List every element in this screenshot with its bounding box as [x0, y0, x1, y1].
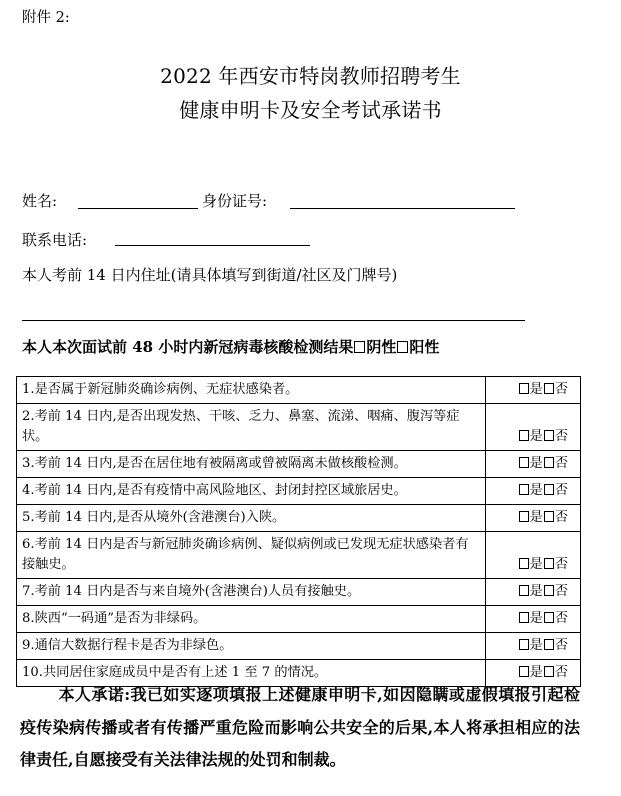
question-text: 3.考前 14 日内,是否在居住地有被隔离或曾被隔离未做核酸检测。 — [17, 451, 486, 478]
question-row — [17, 606, 581, 633]
no-checkbox[interactable] — [544, 666, 554, 677]
name-label: 姓名: — [22, 192, 58, 210]
yes-checkbox[interactable] — [519, 666, 529, 677]
question-row — [17, 532, 581, 579]
no-checkbox[interactable] — [544, 430, 554, 441]
no-checkbox[interactable] — [544, 558, 554, 569]
no-checkbox[interactable] — [544, 484, 554, 495]
no-label: 否 — [554, 456, 568, 471]
question-row — [17, 633, 581, 660]
no-checkbox[interactable] — [544, 383, 554, 394]
question-row — [17, 377, 581, 404]
yes-label: 是 — [529, 638, 543, 653]
no-label: 否 — [554, 584, 568, 599]
question-text: 4.考前 14 日内,是否有疫情中高风险地区、封闭封控区域旅居史。 — [17, 478, 486, 505]
page-title-line2: 健康申明卡及安全考试承诺书 — [179, 98, 442, 122]
question-row — [17, 579, 581, 606]
yes-checkbox[interactable] — [519, 585, 529, 596]
answer-cell — [486, 451, 581, 478]
no-checkbox[interactable] — [544, 511, 554, 522]
question-row — [17, 451, 581, 478]
page-title-line1: 2022 年西安市特岗教师招聘考生 — [160, 64, 461, 88]
yes-checkbox[interactable] — [519, 612, 529, 623]
yes-checkbox[interactable] — [519, 430, 529, 441]
test-result-line — [22, 336, 439, 357]
id-number-label: 身份证号: — [202, 192, 268, 210]
no-checkbox[interactable] — [544, 639, 554, 650]
positive-checkbox[interactable] — [397, 341, 408, 353]
test-result-label: 本人本次面试前 48 小时内新冠病毒核酸检测结果 — [22, 338, 354, 356]
yes-label: 是 — [529, 611, 543, 626]
yes-checkbox[interactable] — [519, 511, 529, 522]
yes-label: 是 — [529, 483, 543, 498]
question-text: 5.考前 14 日内,是否从境外(含港澳台)入陕。 — [17, 505, 486, 532]
yes-label: 是 — [529, 456, 543, 471]
no-label: 否 — [554, 638, 568, 653]
no-label: 否 — [554, 665, 568, 680]
promise-text: 我已如实逐项填报上述健康申明卡,如因隐瞒或虚假填报引起检疫传染病传播或者有传播严重危险而影响公共安全的后果,本人将承担相应的法律责任,自愿接受有关法律法规的处罚和制裁。 — [20, 685, 580, 769]
yes-checkbox[interactable] — [519, 457, 529, 468]
name-field[interactable] — [78, 208, 198, 209]
answer-cell — [486, 633, 581, 660]
no-label: 否 — [554, 557, 568, 572]
question-text: 2.考前 14 日内,是否出现发热、干咳、乏力、鼻塞、流涕、咽痛、腹泻等症状。 — [17, 404, 486, 451]
negative-label: 阴性 — [366, 338, 397, 356]
yes-label: 是 — [529, 557, 543, 572]
yes-checkbox[interactable] — [519, 558, 529, 569]
attachment-label: 附件 2: — [22, 10, 70, 26]
answer-cell — [486, 404, 581, 451]
answer-cell — [486, 532, 581, 579]
no-checkbox[interactable] — [544, 612, 554, 623]
no-label: 否 — [554, 611, 568, 626]
phone-label: 联系电话: — [22, 231, 88, 249]
address-field[interactable] — [22, 320, 525, 321]
id-number-field[interactable] — [290, 208, 515, 209]
yes-label: 是 — [529, 510, 543, 525]
answer-cell — [486, 377, 581, 404]
question-text: 9.通信大数据行程卡是否为非绿色。 — [17, 633, 486, 660]
question-text: 6.考前 14 日内是否与新冠肺炎确诊病例、疑似病例或已发现无症状感染者有接触史。 — [17, 532, 486, 579]
yes-label: 是 — [529, 665, 543, 680]
answer-cell — [486, 606, 581, 633]
question-row — [17, 404, 581, 451]
promise-paragraph — [20, 679, 580, 777]
yes-label: 是 — [529, 382, 543, 397]
health-questions-table — [16, 376, 581, 687]
positive-label: 阳性 — [409, 338, 440, 356]
question-text: 1.是否属于新冠肺炎确诊病例、无症状感染者。 — [17, 377, 486, 404]
question-text: 8.陕西“一码通”是否为非绿码。 — [17, 606, 486, 633]
question-row — [17, 478, 581, 505]
yes-checkbox[interactable] — [519, 484, 529, 495]
phone-field[interactable] — [115, 245, 310, 246]
answer-cell — [486, 579, 581, 606]
no-label: 否 — [554, 483, 568, 498]
answer-cell — [486, 478, 581, 505]
no-checkbox[interactable] — [544, 457, 554, 468]
negative-checkbox[interactable] — [354, 341, 365, 353]
question-text: 7.考前 14 日内是否与来自境外(含港澳台)人员有接触史。 — [17, 579, 486, 606]
question-text: 10.共同居住家庭成员中是否有上述 1 至 7 的情况。 — [17, 660, 486, 687]
promise-label: 本人承诺: — [58, 685, 131, 704]
answer-cell — [486, 505, 581, 532]
no-label: 否 — [554, 429, 568, 444]
no-label: 否 — [554, 510, 568, 525]
yes-checkbox[interactable] — [519, 383, 529, 394]
no-label: 否 — [554, 382, 568, 397]
question-row — [17, 505, 581, 532]
address-label: 本人考前 14 日内住址(请具体填写到街道/社区及门牌号) — [22, 266, 398, 284]
no-checkbox[interactable] — [544, 585, 554, 596]
yes-checkbox[interactable] — [519, 639, 529, 650]
yes-label: 是 — [529, 429, 543, 444]
yes-label: 是 — [529, 584, 543, 599]
